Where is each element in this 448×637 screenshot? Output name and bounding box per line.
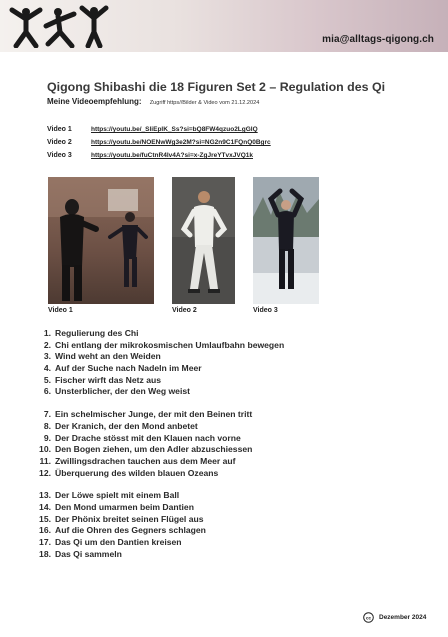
list-item: 9. Der Drache stösst mit den Klauen nach vorne [43, 432, 241, 443]
video-link-label: Video 3 [47, 152, 72, 159]
video-link-label: Video 2 [47, 139, 72, 146]
list-item: 8. Der Kranich, der den Mond anbetet [43, 420, 198, 431]
list-item: 12. Überquerung des wilden blauen Ozeans [39, 467, 219, 478]
video-link-1[interactable]: https://youtu.be/_SliEplK_Ss?si=bQ8FW4qzuo2LgGIQ [91, 126, 258, 133]
video-2-caption: Video 2 [172, 307, 197, 314]
video-2-thumbnail[interactable] [172, 177, 235, 304]
list-item: 7. Ein schelmischer Junge, der mit den Beinen tritt [43, 409, 253, 420]
list-item: 11. Zwillingsdrachen tauchen aus dem Meer auf [39, 455, 236, 466]
video-3-caption: Video 3 [253, 307, 278, 314]
footer [363, 612, 426, 623]
contact-email[interactable]: mia@alltags-qigong.ch [322, 34, 434, 45]
list-item: 2. Chi entlang der mikrokosmischen Umlaufbahn bewegen [43, 339, 285, 350]
list-item: 13. Der Löwe spielt mit einem Ball [39, 490, 180, 501]
video-link-row [47, 139, 271, 152]
list-item: 18. Das Qi sammeln [39, 548, 122, 559]
list-item: 15. Der Phönix breitet seinen Flügel aus [39, 513, 204, 524]
recommendation-label: Meine Videoempfehlung: [47, 97, 142, 106]
list-item: 6. Unsterblicher, der den Weg weist [43, 386, 190, 397]
header-banner [0, 0, 448, 52]
video-link-2[interactable]: https://youtu.be/NOENwWg3e2M?si=NG2n9C1FQnQ0Bgrc [91, 139, 271, 146]
list-item: 16. Auf die Ohren des Gegners schlagen [39, 525, 206, 536]
creative-commons-icon [363, 612, 374, 623]
list-item: 14. Den Mond umarmen beim Dantien [39, 501, 194, 512]
video-link-row [47, 152, 271, 165]
video-links [47, 126, 271, 165]
list-item: 4. Auf der Suche nach Nadeln im Meer [43, 363, 202, 374]
video-1-thumbnail[interactable] [48, 177, 154, 304]
video-link-label: Video 1 [47, 126, 72, 133]
footer-date: Dezember 2024 [379, 614, 427, 621]
list-item: 5. Fischer wirft das Netz aus [43, 374, 162, 385]
figures-list [37, 328, 284, 560]
access-note: Zugriff https//Bilder & Video vom 21.12.2024 [149, 100, 260, 106]
video-recommendation-line [47, 97, 259, 106]
list-item: 1. Regulierung des Chi [43, 328, 139, 338]
list-item: 10. Den Bogen ziehen, um den Adler abzuschiessen [39, 444, 253, 455]
qigong-figure-3-icon [74, 4, 114, 48]
video-link-3[interactable]: https://youtu.be/fuCtnR4lv4A?si=x-ZgJreYTvxJVQ1k [91, 152, 253, 159]
video-1-caption: Video 1 [48, 307, 73, 314]
list-item: 3. Wind weht an den Weiden [43, 351, 161, 362]
svg-text:cc: cc [365, 615, 372, 621]
video-3-thumbnail[interactable] [253, 177, 319, 304]
list-item: 17. Das Qi um den Dantien kreisen [39, 537, 182, 547]
document-title: Qigong Shibashi die 18 Figuren Set 2 – Regulation des Qi [47, 80, 386, 94]
video-link-row [47, 126, 271, 139]
